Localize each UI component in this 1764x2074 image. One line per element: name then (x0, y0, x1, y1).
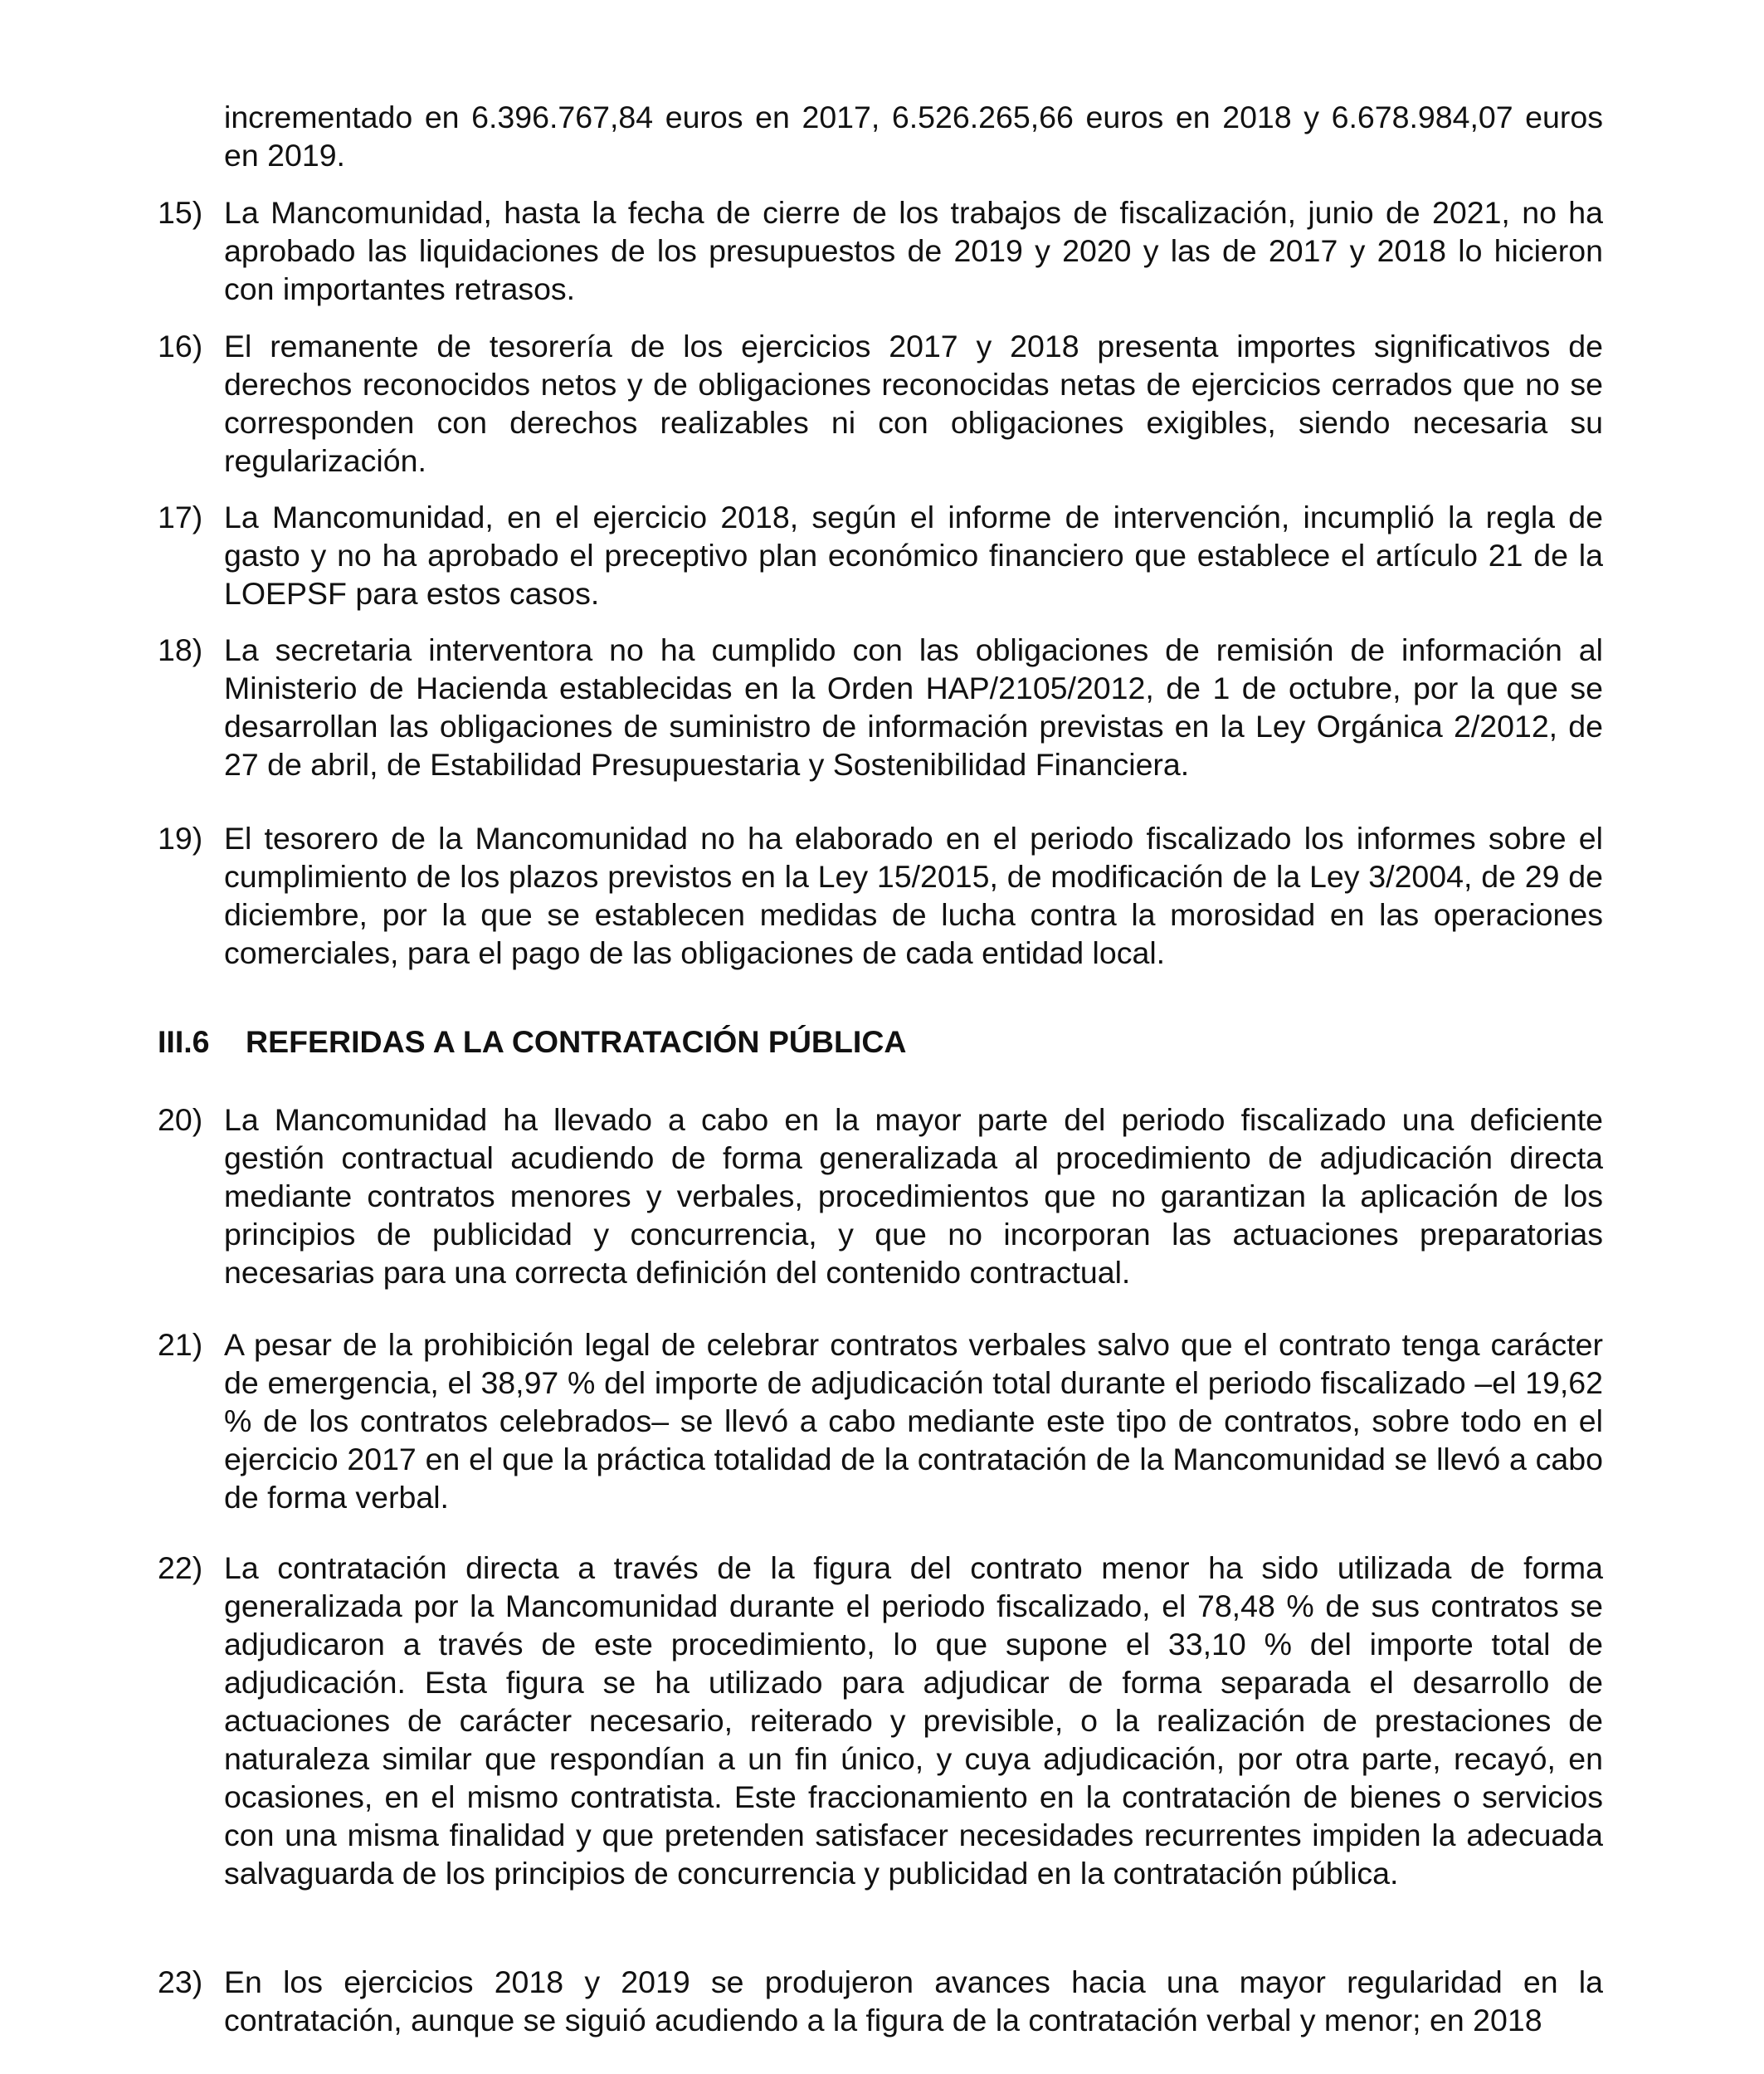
item-text-21: A pesar de la prohibición legal de celebrar contratos verbales salvo que el contrato tenga carácter de emergencia, el 38,97 % del importe de adjudicación total durante el periodo fiscalizado –el 19,62 % de los contratos celebrados– se llevó a cabo mediante este tipo de contratos, sobre todo en el ejercicio 2017 en el que la práctica totalidad de la contratación de la Mancomunidad se llevó a cabo de forma verbal. (224, 1327, 1603, 1515)
item-text-22: La contratación directa a través de la figura del contrato menor ha sido utilizada de forma generalizada por la Mancomunidad durante el periodo fiscalizado, el 78,48 % de sus contratos se adjudicaron a través de este procedimiento, lo que supone el 33,10 % del importe total de adjudicación. Esta figura se ha utilizado para adjudicar de forma separada el desarrollo de actuaciones de carácter necesario, reiterado y previsible, o la realización de prestaciones de naturaleza similar que respondían a un fin único, y cuya adjudicación, por otra parte, recayó, en ocasiones, en el mismo contratista. Este fraccionamiento en la contratación de bienes o servicios con una misma finalidad y que pretenden satisfacer necesidades recurrentes impiden la adecuada salvaguarda de los principios de concurrencia y publicidad en la contratación pública. (224, 1550, 1603, 1891)
section-heading (158, 1022, 907, 1061)
item-number-15: 15) (158, 195, 203, 230)
item-text-15: La Mancomunidad, hasta la fecha de cierre de los trabajos de fiscalización, junio de 2021, no ha aprobado las liquidaciones de los presupuestos de 2019 y 2020 y las de 2017 y 2018 lo hicieron con importantes retrasos. (224, 195, 1603, 306)
section-number: III.6 (158, 1024, 210, 1059)
item-number-18: 18) (158, 632, 203, 667)
item-number-22: 22) (158, 1550, 203, 1585)
item-number-16: 16) (158, 329, 203, 364)
item-number-19: 19) (158, 821, 203, 856)
item-text-18: La secretaria interventora no ha cumplido con las obligaciones de remisión de información al Ministerio de Hacienda establecidas en la Orden HAP/2105/2012, de 1 de octubre, por la que se desarrollan las obligaciones de suministro de información previstas en la Ley Orgánica 2/2012, de 27 de abril, de Estabilidad Presupuestaria y Sostenibilidad Financiera. (224, 632, 1603, 782)
item-number-21: 21) (158, 1327, 203, 1362)
item-text-16: El remanente de tesorería de los ejercicios 2017 y 2018 presenta importes significativos de derechos reconocidos netos y de obligaciones reconocidas netas de ejercicios cerrados que no se corresponden con derechos realizables ni con obligaciones exigibles, siendo necesaria su regularización. (224, 329, 1603, 478)
item-number-17: 17) (158, 500, 203, 534)
item-number-20: 20) (158, 1102, 203, 1137)
item-text-23: En los ejercicios 2018 y 2019 se produjeron avances hacia una mayor regularidad en la contratación, aunque se siguió acudiendo a la figura de la contratación verbal y menor; en 2018 (224, 1964, 1603, 2037)
item-text-17: La Mancomunidad, en el ejercicio 2018, según el informe de intervención, incumplió la regla de gasto y no ha aprobado el preceptivo plan económico financiero que establece el artículo 21 de la LOEPSF para estos casos. (224, 500, 1603, 611)
item-text-19: El tesorero de la Mancomunidad no ha elaborado en el periodo fiscalizado los informes sobre el cumplimiento de los plazos previstos en la Ley 15/2015, de modificación de la Ley 3/2004, de 29 de diciembre, por la que se establecen medidas de lucha contra la morosidad en las operaciones comerciales, para el pago de las obligaciones de cada entidad local. (224, 821, 1603, 970)
continuation-paragraph: incrementado en 6.396.767,84 euros en 2017, 6.526.265,66 euros en 2018 y 6.678.984,07 euros en 2019. (224, 100, 1603, 173)
item-text-20: La Mancomunidad ha llevado a cabo en la mayor parte del periodo fiscalizado una deficiente gestión contractual acudiendo de forma generalizada al procedimiento de adjudicación directa mediante contratos menores y verbales, procedimientos que no garantizan la aplicación de los principios de publicidad y concurrencia, y que no incorporan las actuaciones preparatorias necesarias para una correcta definición del contenido contractual. (224, 1102, 1603, 1290)
item-number-23: 23) (158, 1964, 203, 1999)
section-title: REFERIDAS A LA CONTRATACIÓN PÚBLICA (246, 1024, 907, 1059)
